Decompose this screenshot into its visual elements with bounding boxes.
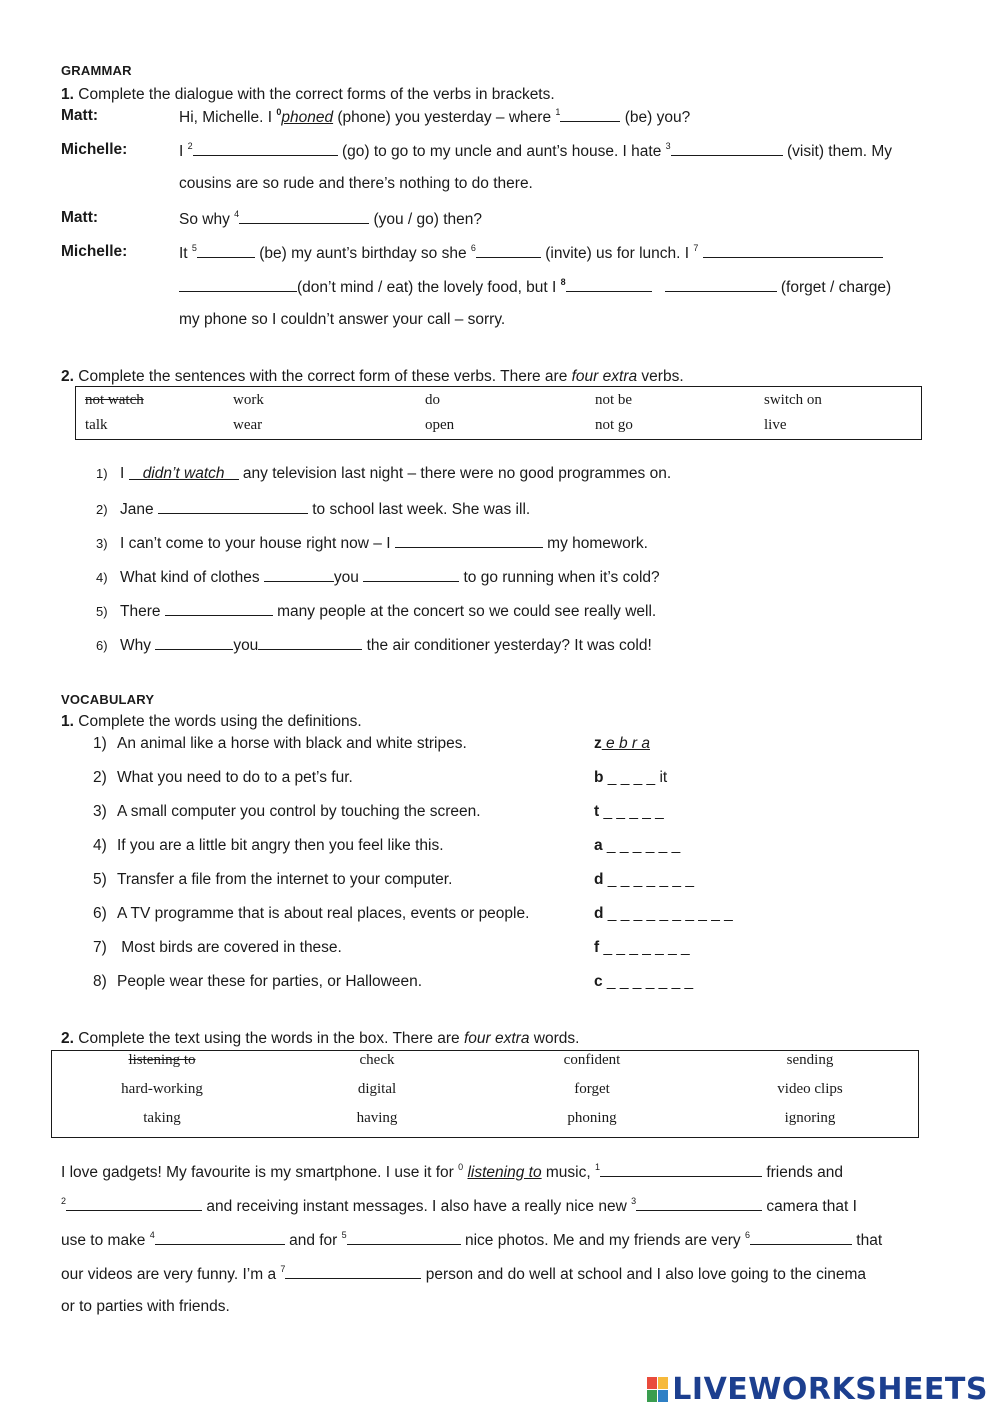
vocab-ex1-instruction bbox=[61, 713, 362, 731]
letter-blanks: _ _ _ _ _ _ _ bbox=[602, 973, 694, 990]
sentence-item bbox=[96, 635, 652, 655]
first-letter: d bbox=[594, 905, 604, 922]
first-letter: f bbox=[594, 939, 600, 956]
letter-blanks: _ _ _ _ it bbox=[603, 769, 668, 786]
instruction-text: Complete the words using the definitions. bbox=[78, 713, 362, 730]
item-number: 1) bbox=[96, 466, 108, 481]
first-letter: t bbox=[594, 803, 600, 820]
text: I can’t come to your house right now – I bbox=[120, 535, 395, 552]
box-word: confident bbox=[563, 1052, 621, 1068]
gap-number: 6 bbox=[470, 243, 476, 253]
sentence-item bbox=[96, 533, 648, 553]
answer-gap[interactable] bbox=[264, 567, 334, 582]
definition-text: Most birds are covered in these. bbox=[117, 939, 342, 956]
logo-blocks-icon bbox=[647, 1377, 669, 1403]
gap-number: 4 bbox=[234, 209, 240, 219]
verb-word: switch on bbox=[764, 392, 822, 408]
dialogue-line: cousins are so rude and there’s nothing to do there. bbox=[179, 175, 533, 192]
gap-number: 5 bbox=[191, 243, 197, 253]
definition-text: If you are a little bit angry then you feel like this. bbox=[117, 837, 444, 854]
word-answer[interactable] bbox=[594, 837, 680, 855]
box-word: video clips bbox=[777, 1081, 843, 1097]
text: (be) you? bbox=[620, 109, 691, 126]
logo-block bbox=[647, 1390, 657, 1402]
word-answer[interactable] bbox=[594, 939, 690, 957]
gap-number: 7 bbox=[693, 243, 699, 253]
text: I bbox=[120, 465, 129, 482]
answer-gap[interactable] bbox=[129, 465, 239, 480]
item-number: 3) bbox=[96, 536, 108, 551]
text: you bbox=[333, 569, 364, 586]
text: (visit) them. My bbox=[782, 143, 893, 160]
answer-gap[interactable] bbox=[665, 277, 777, 292]
letter-blanks: _ _ _ _ _ _ bbox=[602, 837, 681, 854]
definition-text: A small computer you control by touching the screen. bbox=[117, 803, 481, 820]
text: my homework. bbox=[547, 535, 648, 552]
definition-item bbox=[93, 769, 353, 787]
answer-gap[interactable] bbox=[703, 243, 883, 258]
text: friends and bbox=[762, 1164, 844, 1181]
dialogue-line bbox=[179, 209, 482, 229]
text: What kind of clothes bbox=[120, 569, 264, 586]
first-letter: c bbox=[594, 973, 603, 990]
answer-gap[interactable] bbox=[155, 1230, 285, 1245]
instruction-text: Complete the dialogue with the correct forms of the verbs in brackets. bbox=[78, 86, 555, 103]
liveworksheets-logo[interactable] bbox=[647, 1372, 988, 1407]
letter-blanks: _ _ _ _ _ _ _ _ _ _ bbox=[603, 905, 733, 922]
text: (be) my aunt’s birthday so she bbox=[254, 245, 471, 262]
item-number: 4) bbox=[93, 837, 107, 854]
text-line bbox=[61, 1230, 882, 1250]
definition-text: Transfer a file from the internet to your computer. bbox=[117, 871, 453, 888]
answer-gap[interactable] bbox=[363, 567, 459, 582]
answer-gap[interactable] bbox=[671, 141, 783, 156]
speaker-michelle: Michelle: bbox=[61, 141, 128, 158]
gap-number: 6 bbox=[744, 1230, 750, 1240]
answer-gap[interactable] bbox=[165, 601, 273, 616]
text: There bbox=[120, 603, 165, 620]
answer-gap[interactable] bbox=[179, 277, 297, 292]
dialogue-line bbox=[179, 107, 690, 127]
definition-item bbox=[93, 837, 444, 855]
definition-item bbox=[93, 973, 422, 991]
speaker-matt: Matt: bbox=[61, 107, 99, 124]
box-word: digital bbox=[357, 1081, 397, 1097]
word-answer[interactable] bbox=[594, 871, 694, 889]
text: nice photos. Me and my friends are very bbox=[460, 1232, 745, 1249]
answer-gap[interactable] bbox=[158, 499, 308, 514]
text-line bbox=[61, 1264, 866, 1284]
text: Hi, Michelle. I bbox=[179, 109, 277, 126]
text: Jane bbox=[120, 501, 158, 518]
answer-gap[interactable] bbox=[560, 107, 620, 122]
letter-blanks: _ _ _ _ _ _ _ bbox=[599, 939, 690, 956]
definition-item bbox=[93, 803, 481, 821]
word-box bbox=[51, 1050, 919, 1138]
example-answer: didn’t watch bbox=[142, 465, 225, 482]
definition-item bbox=[93, 939, 342, 957]
definition-text: A TV programme that is about real places, events or people. bbox=[117, 905, 530, 922]
letter-blanks: _ _ _ _ _ bbox=[599, 803, 664, 820]
answer-gap[interactable] bbox=[239, 209, 369, 224]
item-number: 8) bbox=[93, 973, 107, 990]
text-emphasis: four extra bbox=[463, 1030, 530, 1047]
text: the air conditioner yesterday? It was cold! bbox=[362, 637, 652, 654]
box-word: listening to bbox=[128, 1052, 196, 1068]
ex-number: 1. bbox=[61, 713, 74, 730]
logo-block bbox=[658, 1390, 668, 1402]
verb-word: not go bbox=[595, 417, 633, 433]
vocabulary-title: VOCABULARY bbox=[61, 692, 155, 707]
text: I bbox=[179, 143, 188, 160]
gap-number: 0 bbox=[276, 107, 282, 117]
text: camera that I bbox=[762, 1198, 857, 1215]
definition-item bbox=[93, 871, 452, 889]
item-number: 1) bbox=[93, 735, 107, 752]
text: you bbox=[233, 637, 259, 654]
definition-item bbox=[93, 735, 467, 753]
text: (you / go) then? bbox=[369, 211, 483, 228]
verb-word: wear bbox=[233, 417, 263, 433]
box-word: forget bbox=[574, 1081, 610, 1097]
ex-number: 1. bbox=[61, 86, 74, 103]
gap-number: 1 bbox=[595, 1162, 601, 1172]
box-word: having bbox=[356, 1110, 398, 1126]
word-answer[interactable] bbox=[594, 973, 693, 991]
gap-number: 2 bbox=[61, 1196, 67, 1206]
word-answer[interactable] bbox=[594, 803, 664, 821]
sentence-item bbox=[96, 465, 671, 483]
sentence-item bbox=[96, 567, 660, 587]
definition-text: What you need to do to a pet’s fur. bbox=[117, 769, 353, 786]
text: Why bbox=[120, 637, 156, 654]
text: and receiving instant messages. I also have a really nice new bbox=[202, 1198, 632, 1215]
verb-word: not watch bbox=[85, 392, 144, 408]
gap-number: 4 bbox=[149, 1230, 155, 1240]
text: person and do well at school and I also love going to the cinema bbox=[421, 1266, 867, 1283]
dialogue-line bbox=[179, 141, 892, 161]
text-line: or to parties with friends. bbox=[61, 1298, 230, 1315]
logo-block bbox=[647, 1377, 657, 1389]
text: (invite) us for lunch. I bbox=[540, 245, 694, 262]
answer-gap[interactable] bbox=[566, 277, 652, 292]
answer-gap[interactable] bbox=[197, 243, 255, 258]
text: any television last night – there were no good programmes on. bbox=[238, 465, 672, 482]
text: So why bbox=[179, 211, 235, 228]
text: to school last week. She was ill. bbox=[307, 501, 531, 518]
example-answer: e b r a bbox=[601, 735, 650, 752]
first-letter: z bbox=[594, 735, 602, 752]
vocab-ex2-instruction bbox=[61, 1030, 579, 1048]
answer-gap[interactable] bbox=[285, 1264, 421, 1279]
item-number: 2) bbox=[93, 769, 107, 786]
text-line bbox=[61, 1196, 857, 1216]
definition-text: People wear these for parties, or Halloween. bbox=[117, 973, 422, 990]
logo-text: LIVEWORKSHEETS bbox=[672, 1372, 988, 1407]
ex-number: 2. bbox=[61, 368, 74, 385]
box-word: phoning bbox=[567, 1110, 617, 1126]
verb-word: not be bbox=[595, 392, 633, 408]
speaker-matt: Matt: bbox=[61, 209, 99, 226]
text: Complete the text using the words in the box. There are bbox=[78, 1030, 464, 1047]
text: (forget / charge) bbox=[776, 279, 892, 296]
item-number: 2) bbox=[96, 502, 108, 517]
word-answer[interactable] bbox=[594, 769, 667, 787]
text: I love gadgets! My favourite is my smartphone. I use it for bbox=[61, 1164, 459, 1181]
ex-number: 2. bbox=[61, 1030, 74, 1047]
item-number: 6) bbox=[96, 638, 108, 653]
dialogue-line: my phone so I couldn’t answer your call – sorry. bbox=[179, 311, 506, 328]
verb-word: live bbox=[764, 417, 787, 433]
answer-gap[interactable] bbox=[347, 1230, 461, 1245]
verb-word: do bbox=[425, 392, 440, 408]
verb-word: talk bbox=[85, 417, 108, 433]
box-word: ignoring bbox=[784, 1110, 836, 1126]
verb-word: work bbox=[233, 392, 264, 408]
text: use to make bbox=[61, 1232, 150, 1249]
grammar-ex2-instruction bbox=[61, 368, 684, 386]
text: words. bbox=[529, 1030, 580, 1047]
item-number: 4) bbox=[96, 570, 108, 585]
text-line bbox=[61, 1162, 843, 1182]
answer-gap[interactable] bbox=[258, 635, 362, 650]
dialogue-line bbox=[179, 277, 891, 297]
answer-gap[interactable] bbox=[636, 1196, 762, 1211]
gap-number: 7 bbox=[280, 1264, 286, 1274]
word-answer[interactable] bbox=[594, 735, 650, 753]
text: (don’t mind / eat) the lovely food, but I bbox=[297, 279, 561, 296]
answer-gap[interactable] bbox=[155, 635, 233, 650]
text: (go) to go to my uncle and aunt’s house. I hate bbox=[337, 143, 666, 160]
box-word: sending bbox=[786, 1052, 834, 1068]
text-emphasis: four extra bbox=[571, 368, 638, 385]
gap-number: 8 bbox=[560, 277, 566, 287]
example-answer: phoned bbox=[281, 109, 334, 126]
logo-block bbox=[658, 1377, 668, 1389]
box-word: taking bbox=[143, 1110, 181, 1126]
verb-box bbox=[75, 386, 922, 440]
text: that bbox=[851, 1232, 883, 1249]
grammar-ex1-instruction bbox=[61, 86, 555, 104]
gap-number: 2 bbox=[187, 141, 193, 151]
gap-number: 3 bbox=[631, 1196, 637, 1206]
text: It bbox=[179, 245, 192, 262]
text: music, bbox=[541, 1164, 595, 1181]
definition-text: An animal like a horse with black and white stripes. bbox=[117, 735, 467, 752]
example-answer: listening to bbox=[467, 1164, 542, 1181]
text: and for bbox=[284, 1232, 342, 1249]
text: to go running when it’s cold? bbox=[459, 569, 660, 586]
definition-item bbox=[93, 905, 529, 923]
gap-number: 1 bbox=[555, 107, 561, 117]
item-number: 6) bbox=[93, 905, 107, 922]
item-number: 7) bbox=[93, 939, 107, 956]
answer-gap[interactable] bbox=[476, 243, 541, 258]
first-letter: d bbox=[594, 871, 604, 888]
gap-number: 0 bbox=[458, 1162, 464, 1172]
text: Complete the sentences with the correct form of these verbs. There are bbox=[78, 368, 572, 385]
answer-gap[interactable] bbox=[395, 533, 543, 548]
speaker-michelle: Michelle: bbox=[61, 243, 128, 260]
first-letter: a bbox=[594, 837, 603, 854]
item-number: 3) bbox=[93, 803, 107, 820]
text: many people at the concert so we could see really well. bbox=[272, 603, 657, 620]
item-number: 5) bbox=[96, 604, 108, 619]
verb-word: open bbox=[425, 417, 455, 433]
answer-gap[interactable] bbox=[66, 1196, 202, 1211]
answer-gap[interactable] bbox=[750, 1230, 852, 1245]
box-word: hard-working bbox=[121, 1081, 203, 1097]
answer-gap[interactable] bbox=[600, 1162, 762, 1177]
letter-blanks: _ _ _ _ _ _ _ bbox=[603, 871, 694, 888]
word-answer[interactable] bbox=[594, 905, 733, 923]
text: verbs. bbox=[637, 368, 684, 385]
gap-number: 5 bbox=[341, 1230, 347, 1240]
text: our videos are very funny. I’m a bbox=[61, 1266, 281, 1283]
grammar-title: GRAMMAR bbox=[61, 63, 132, 78]
box-word: check bbox=[359, 1052, 395, 1068]
answer-gap[interactable] bbox=[193, 141, 338, 156]
item-number: 5) bbox=[93, 871, 107, 888]
sentence-item bbox=[96, 601, 656, 621]
first-letter: b bbox=[594, 769, 604, 786]
sentence-item bbox=[96, 499, 530, 519]
dialogue-line bbox=[179, 243, 883, 263]
gap-number: 3 bbox=[665, 141, 671, 151]
text: (phone) you yesterday – where bbox=[333, 109, 556, 126]
